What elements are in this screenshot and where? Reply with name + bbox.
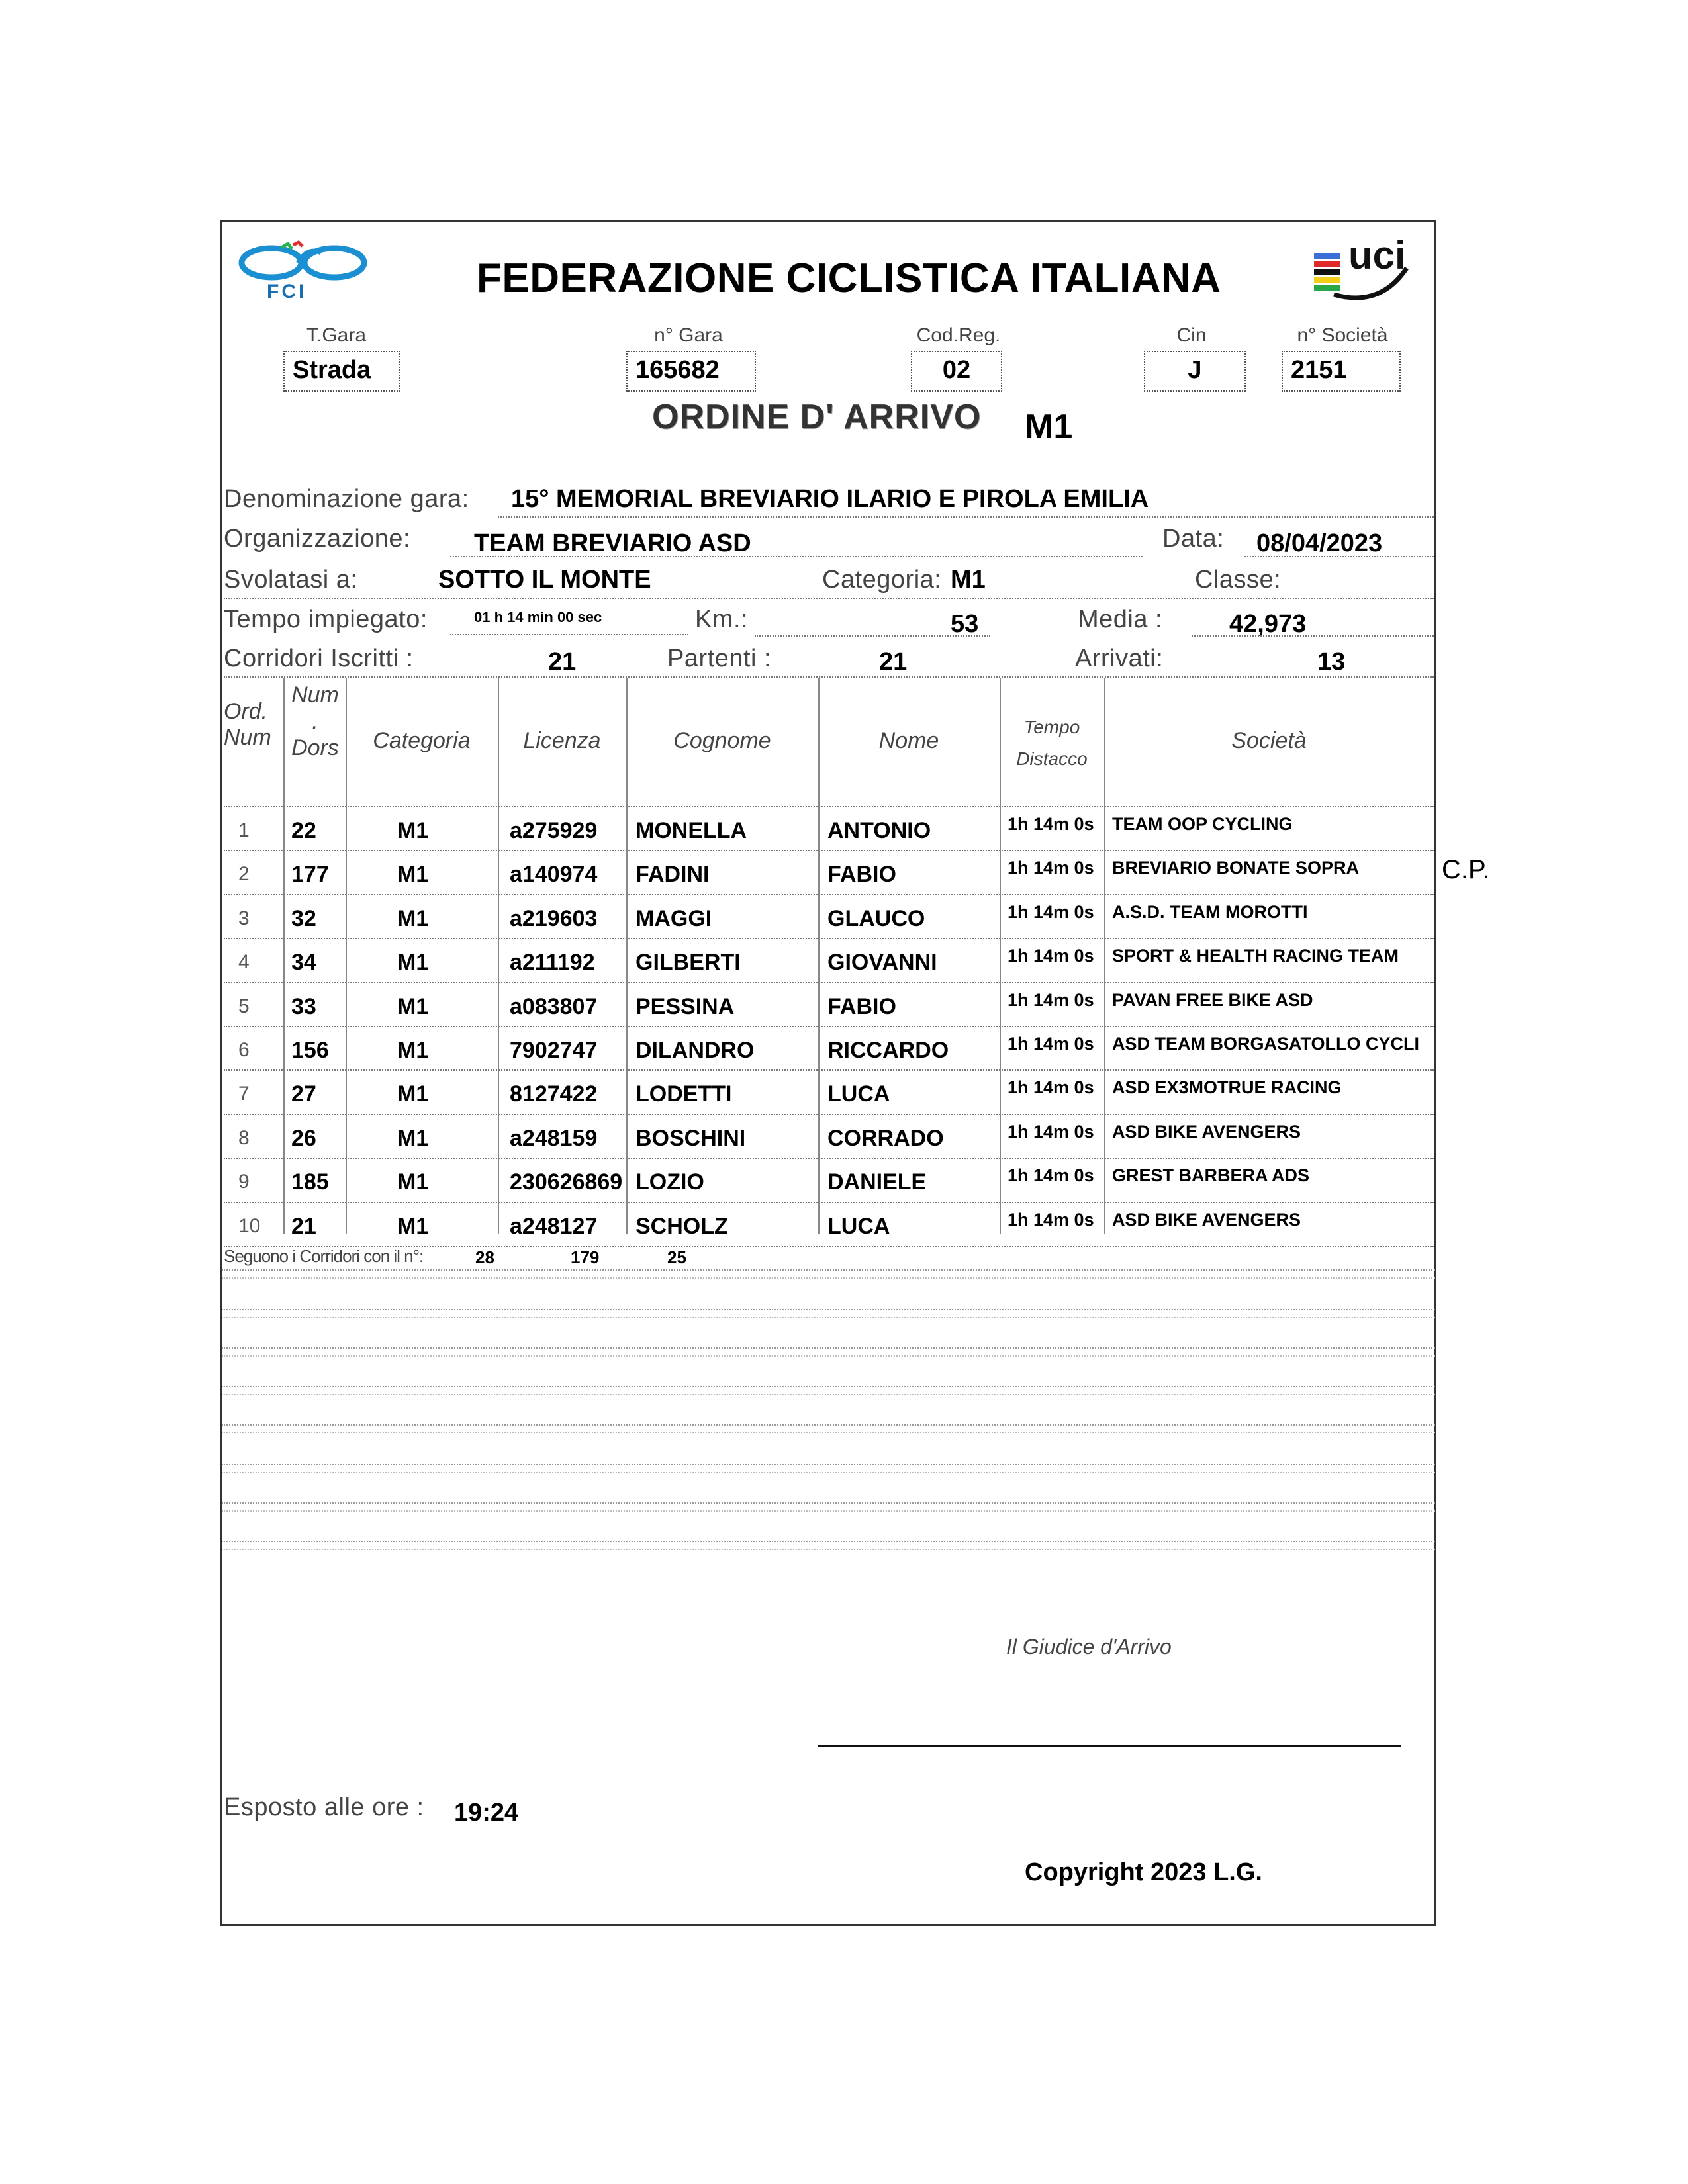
- tempo-label: Tempo impiegato:: [224, 606, 428, 633]
- n-gara-value: 165682: [626, 351, 756, 392]
- cell-cognome: LOZIO: [635, 1169, 704, 1195]
- cell-cognome: SCHOLZ: [635, 1213, 728, 1239]
- cell-societa: ASD BIKE AVENGERS: [1112, 1121, 1301, 1142]
- media-value: 42,973: [1229, 610, 1307, 638]
- header-tempo: Tempo Distacco: [1016, 717, 1088, 769]
- organizzazione-value: TEAM BREVIARIO ASD: [474, 529, 751, 557]
- data-label: Data:: [1162, 525, 1225, 553]
- cell-tempo: 1h 14m 0s: [1008, 814, 1094, 834]
- categoria-label: Categoria:: [822, 566, 942, 594]
- media-label: Media :: [1078, 606, 1163, 633]
- cell-lic: 230626869: [510, 1169, 623, 1195]
- cell-tempo: 1h 14m 0s: [1008, 946, 1094, 966]
- esposto-label: Esposto alle ore :: [224, 1794, 424, 1821]
- cell-lic: 7902747: [510, 1038, 598, 1063]
- cell-tempo: 1h 14m 0s: [1008, 901, 1094, 922]
- cell-societa: ASD TEAM BORGASATOLLO CYCLI: [1112, 1034, 1419, 1054]
- cell-ord: 7: [238, 1083, 250, 1105]
- cell-tempo: 1h 14m 0s: [1008, 1165, 1094, 1186]
- page-title: FEDERAZIONE CICLISTICA ITALIANA: [477, 255, 1221, 301]
- header-nome: Nome: [878, 728, 939, 753]
- arrivati-label: Arrivati:: [1075, 645, 1164, 672]
- cell-cognome: MAGGI: [635, 905, 712, 931]
- categoria-value: M1: [951, 566, 986, 594]
- cell-cat: M1: [397, 862, 429, 887]
- cell-ord: 2: [238, 863, 250, 886]
- side-note-cp: C.P.: [1442, 855, 1490, 884]
- cell-nome: DANIELE: [827, 1169, 927, 1195]
- cell-nome: RICCARDO: [827, 1038, 949, 1063]
- cell-ord: 3: [238, 907, 250, 929]
- cell-lic: a275929: [510, 818, 598, 843]
- n-societa-label: n° Società: [1297, 324, 1388, 346]
- cell-cognome: BOSCHINI: [635, 1125, 746, 1151]
- n-gara-label: n° Gara: [654, 324, 723, 346]
- ordine-arrivo-heading: ORDINE D' ARRIVO: [652, 398, 982, 436]
- cell-tempo: 1h 14m 0s: [1008, 1209, 1094, 1230]
- km-value: 53: [951, 610, 979, 638]
- cell-cat: M1: [397, 905, 429, 931]
- cell-ord: 6: [238, 1039, 250, 1061]
- copyright: Copyright 2023 L.G.: [1025, 1858, 1262, 1886]
- organizzazione-label: Organizzazione:: [224, 525, 411, 553]
- cell-lic: a219603: [510, 905, 598, 931]
- cell-tempo: 1h 14m 0s: [1008, 1121, 1094, 1142]
- cell-num: 21: [291, 1213, 316, 1239]
- t-gara-value: Strada: [283, 351, 400, 392]
- cell-lic: a083807: [510, 993, 598, 1019]
- cell-num: 177: [291, 862, 329, 887]
- cell-cognome: GILBERTI: [635, 950, 741, 976]
- cell-nome: FABIO: [827, 862, 896, 887]
- t-gara-label: T.Gara: [306, 324, 367, 346]
- cell-nome: GIOVANNI: [827, 950, 937, 976]
- category-badge: M1: [1025, 408, 1073, 446]
- cell-lic: 8127422: [510, 1081, 598, 1107]
- cell-nome: ANTONIO: [827, 818, 931, 843]
- partenti-label: Partenti :: [667, 645, 772, 672]
- cin-label: Cin: [1176, 324, 1207, 346]
- cell-nome: LUCA: [827, 1213, 890, 1239]
- cell-cognome: LODETTI: [635, 1081, 732, 1107]
- cell-num: 26: [291, 1125, 316, 1151]
- iscritti-label: Corridori Iscritti :: [224, 645, 414, 672]
- cell-ord: 4: [238, 951, 250, 974]
- header-ord: Ord. Num: [224, 699, 271, 750]
- cell-nome: FABIO: [827, 993, 896, 1019]
- cell-cat: M1: [397, 818, 429, 843]
- cell-cognome: DILANDRO: [635, 1038, 755, 1063]
- cell-nome: GLAUCO: [827, 905, 925, 931]
- header-num-dors: Num . Dors: [291, 682, 339, 760]
- cell-societa: PAVAN FREE BIKE ASD: [1112, 989, 1313, 1010]
- cell-cognome: FADINI: [635, 862, 710, 887]
- denominazione-label: Denominazione gara:: [224, 485, 469, 513]
- cell-tempo: 1h 14m 0s: [1008, 858, 1094, 878]
- signature-line: [818, 1745, 1401, 1747]
- cell-ord: 9: [238, 1171, 250, 1193]
- cell-num: 22: [291, 818, 316, 843]
- km-label: Km.:: [695, 606, 749, 633]
- cod-reg-label: Cod.Reg.: [916, 324, 1001, 346]
- seguono-number-1: 28: [475, 1248, 494, 1267]
- cell-num: 34: [291, 950, 316, 976]
- arrivati-value: 13: [1317, 648, 1346, 676]
- cell-cat: M1: [397, 1213, 429, 1239]
- header-societa: Società: [1231, 728, 1307, 753]
- cell-societa: BREVIARIO BONATE SOPRA: [1112, 858, 1360, 878]
- cell-num: 32: [291, 905, 316, 931]
- cell-ord: 5: [238, 995, 250, 1017]
- cell-cat: M1: [397, 993, 429, 1019]
- cell-societa: A.S.D. TEAM MOROTTI: [1112, 901, 1308, 922]
- cell-cat: M1: [397, 1081, 429, 1107]
- header-categoria: Categoria: [373, 728, 471, 753]
- cell-societa: ASD BIKE AVENGERS: [1112, 1209, 1301, 1230]
- cell-num: 156: [291, 1038, 329, 1063]
- iscritti-value: 21: [548, 648, 577, 676]
- cod-reg-value: 02: [911, 351, 1002, 392]
- partenti-value: 21: [879, 648, 908, 676]
- cell-num: 27: [291, 1081, 316, 1107]
- cell-cat: M1: [397, 950, 429, 976]
- data-value: 08/04/2023: [1256, 529, 1383, 557]
- cin-value: J: [1144, 351, 1246, 392]
- esposto-value: 19:24: [454, 1799, 519, 1827]
- cell-cat: M1: [397, 1038, 429, 1063]
- uci-logo: [1314, 235, 1413, 308]
- classe-label: Classe:: [1195, 566, 1282, 594]
- seguono-label: Seguono i Corridori con il n°:: [224, 1246, 424, 1266]
- cell-cognome: MONELLA: [635, 818, 747, 843]
- cell-nome: CORRADO: [827, 1125, 944, 1151]
- svolatasi-label: Svolatasi a:: [224, 566, 358, 594]
- svolatasi-value: SOTTO IL MONTE: [438, 566, 651, 594]
- cell-lic: a140974: [510, 862, 598, 887]
- cell-num: 33: [291, 993, 316, 1019]
- n-societa-value: 2151: [1282, 351, 1401, 392]
- cell-lic: a248159: [510, 1125, 598, 1151]
- cell-nome: LUCA: [827, 1081, 890, 1107]
- cell-tempo: 1h 14m 0s: [1008, 1077, 1094, 1098]
- cell-cat: M1: [397, 1125, 429, 1151]
- fci-logo-text: FCI: [267, 281, 307, 302]
- cell-tempo: 1h 14m 0s: [1008, 1034, 1094, 1054]
- cell-ord: 1: [238, 819, 250, 841]
- cell-ord: 8: [238, 1126, 250, 1149]
- document-frame: [220, 220, 1436, 1926]
- cell-cognome: PESSINA: [635, 993, 735, 1019]
- cell-ord: 10: [238, 1214, 261, 1237]
- cell-societa: GREST BARBERA ADS: [1112, 1165, 1310, 1186]
- tempo-value: 01 h 14 min 00 sec: [474, 609, 602, 625]
- uci-logo-text: uci: [1348, 233, 1406, 277]
- seguono-number-2: 179: [571, 1248, 600, 1267]
- cell-lic: a211192: [510, 950, 595, 976]
- cell-cat: M1: [397, 1169, 429, 1195]
- cell-societa: TEAM OOP CYCLING: [1112, 814, 1293, 834]
- giudice-label: Il Giudice d'Arrivo: [1006, 1635, 1172, 1659]
- cell-tempo: 1h 14m 0s: [1008, 989, 1094, 1010]
- denominazione-value: 15° MEMORIAL BREVIARIO ILARIO E PIROLA EMILIA: [511, 485, 1149, 513]
- cell-num: 185: [291, 1169, 329, 1195]
- cell-societa: SPORT & HEALTH RACING TEAM: [1112, 946, 1399, 966]
- cell-lic: a248127: [510, 1213, 598, 1239]
- seguono-number-3: 25: [667, 1248, 686, 1267]
- cell-societa: ASD EX3MOTRUE RACING: [1112, 1077, 1342, 1098]
- header-licenza: Licenza: [523, 728, 601, 753]
- header-cognome: Cognome: [673, 728, 771, 753]
- fci-logo: [235, 240, 374, 306]
